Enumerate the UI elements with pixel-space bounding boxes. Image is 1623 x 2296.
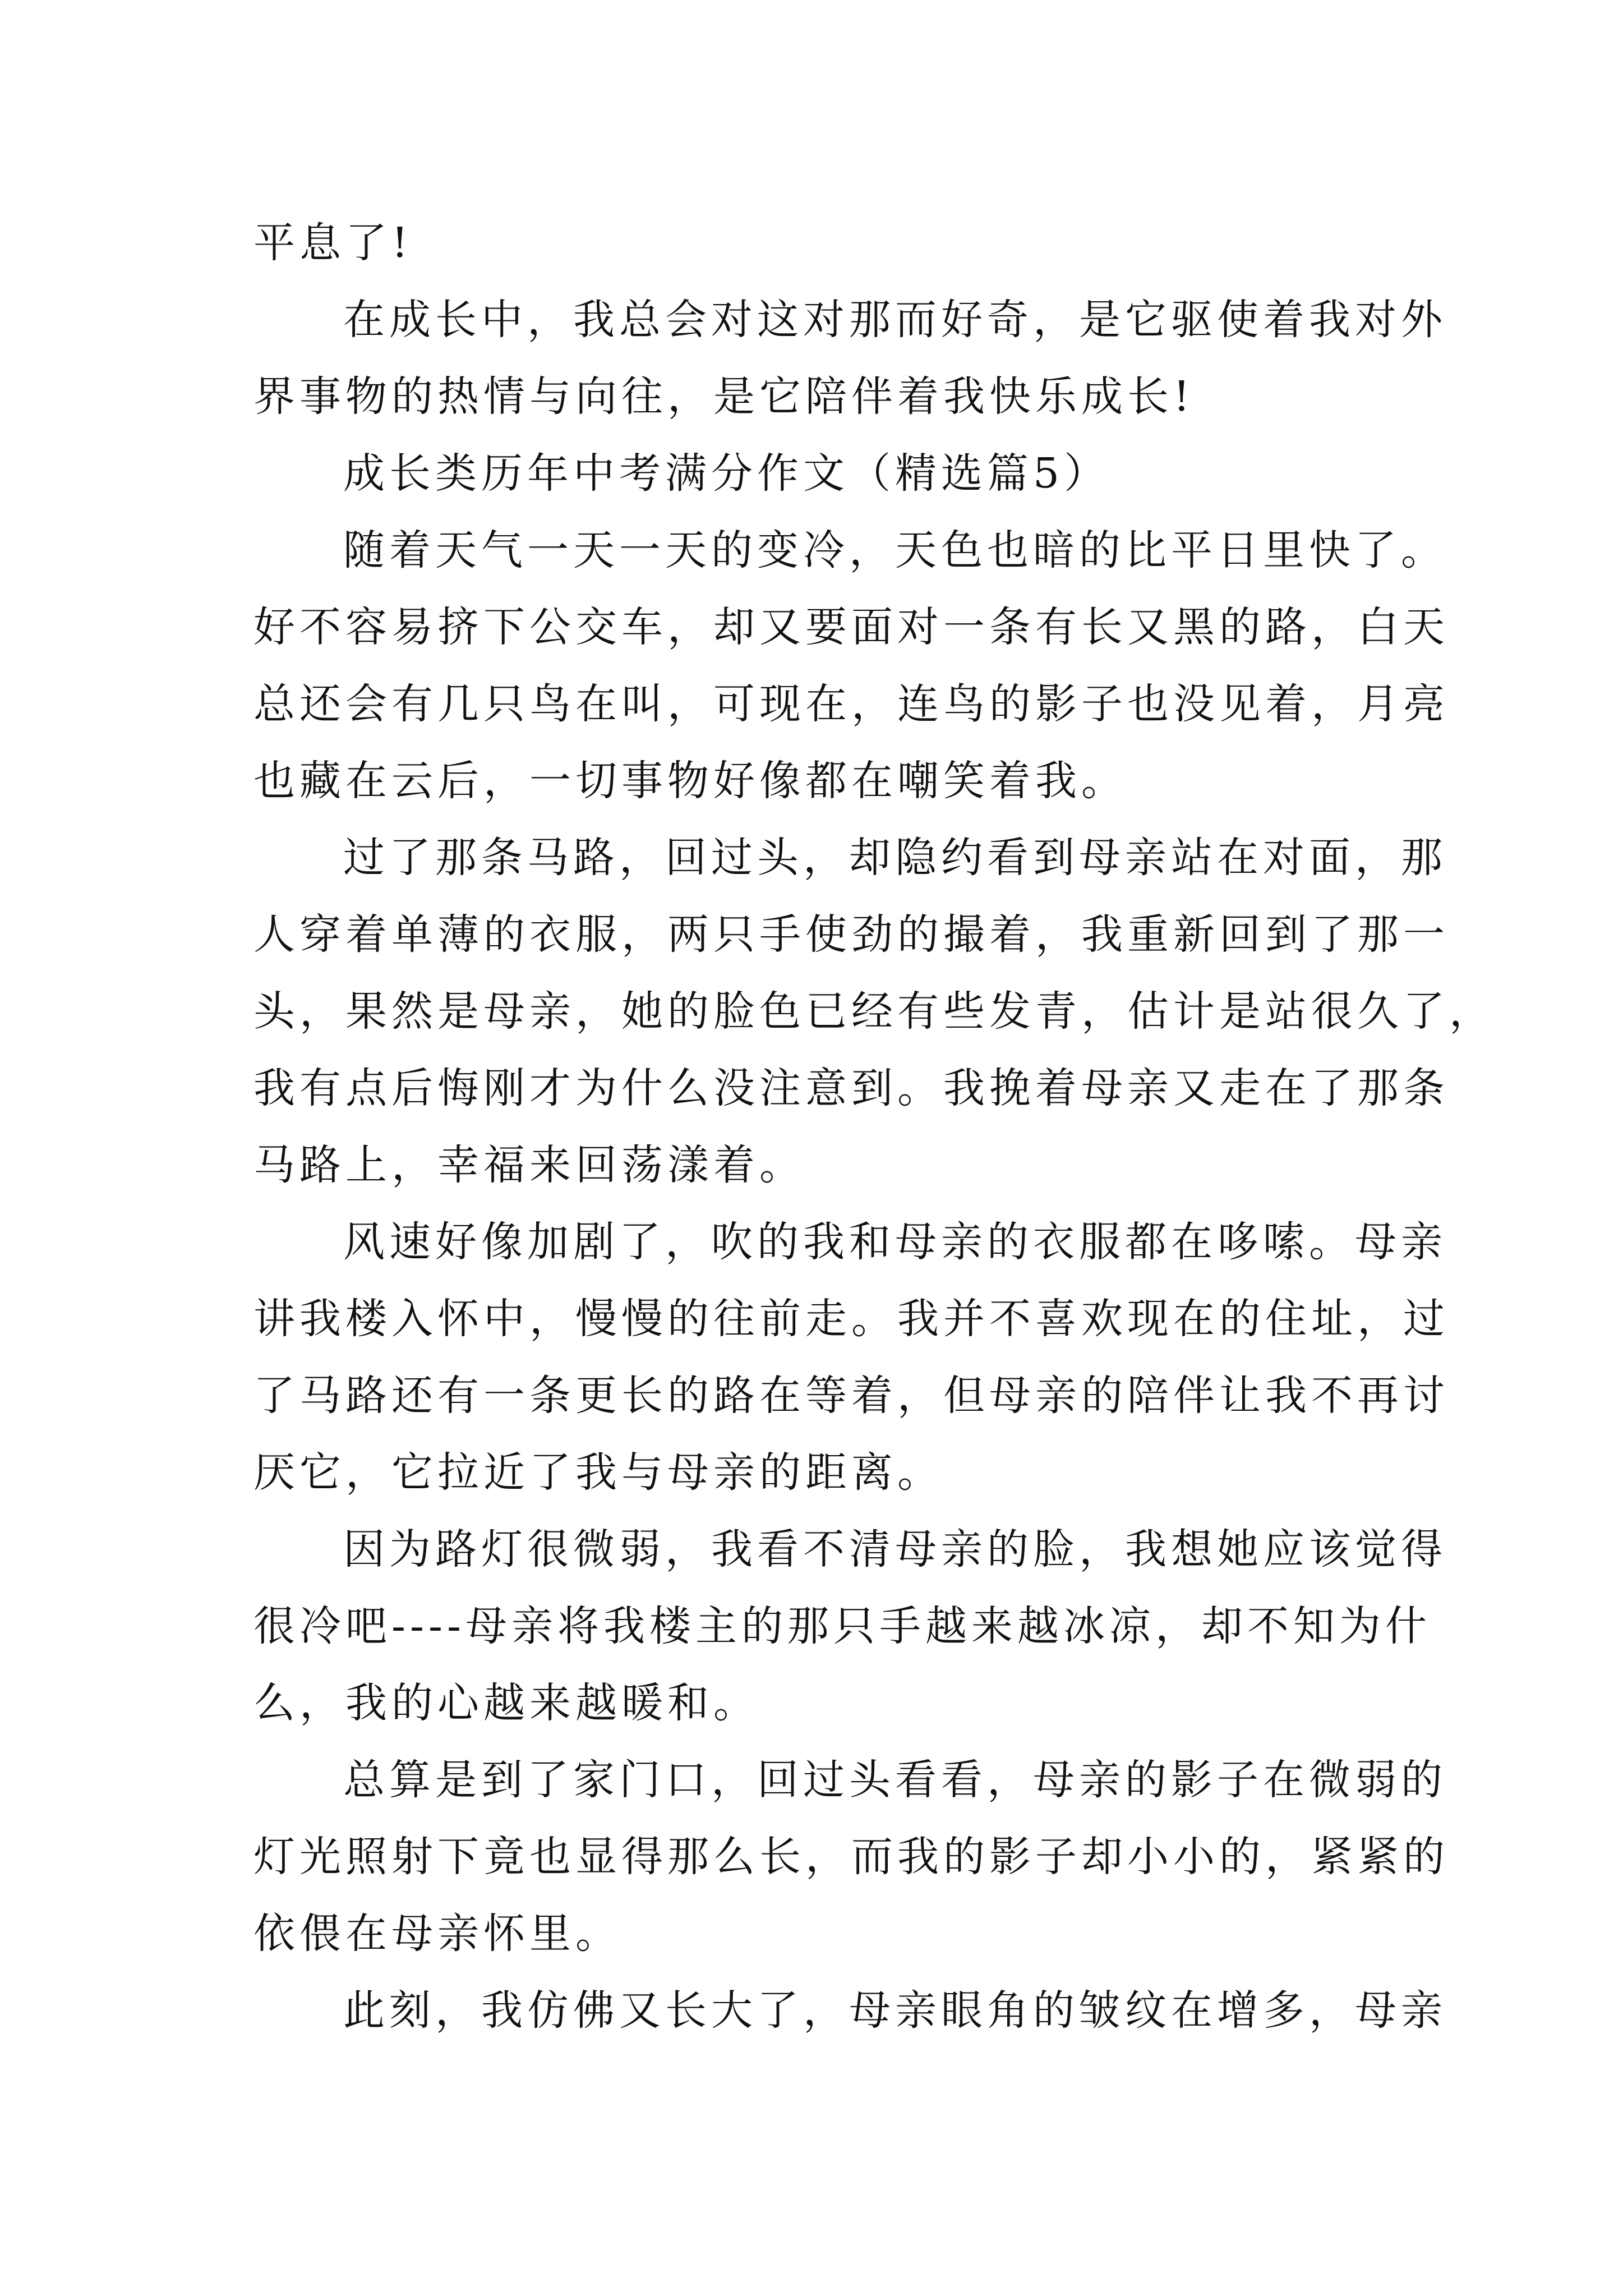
section-title: 成长类历年中考满分作文（精选篇5） — [343, 449, 1110, 498]
essay-text — [253, 205, 1495, 2049]
text-line: 了马路还有一条更长的路在等着，但母亲的陪伴让我不再讨 — [253, 1372, 1449, 1420]
paragraph-start-line: 在成长中，我总会对这对那而好奇，是它驱使着我对外 — [343, 296, 1447, 344]
paragraph-start-line: 因为路灯很微弱，我看不清母亲的脸，我想她应该觉得 — [343, 1525, 1447, 1573]
text-line: 总还会有几只鸟在叫，可现在，连鸟的影子也没见着，月亮 — [253, 680, 1449, 728]
text-line: 好不容易挤下公交车，却又要面对一条有长又黑的路，白天 — [253, 603, 1449, 651]
text-line: 灯光照射下竟也显得那么长，而我的影子却小小的，紧紧的 — [253, 1833, 1449, 1881]
paragraph-start-line: 总算是到了家门口，回过头看看，母亲的影子在微弱的 — [343, 1756, 1447, 1804]
text-line: 头，果然是母亲，她的脸色已经有些发青，估计是站很久了， — [253, 987, 1495, 1036]
paragraph-start-line: 风速好像加剧了，吹的我和母亲的衣服都在哆嗦。母亲 — [343, 1218, 1447, 1266]
paragraph-start-line: 随着天气一天一天的变冷，天色也暗的比平日里快了。 — [343, 526, 1447, 574]
text-line: 很冷吧----母亲将我楼主的那只手越来越冰凉，却不知为什 — [253, 1602, 1432, 1650]
paragraph-start-line: 过了那条马路，回过头，却隐约看到母亲站在对面，那 — [343, 834, 1447, 882]
text-line: 依偎在母亲怀里。 — [253, 1910, 621, 1958]
text-line: 人穿着单薄的衣服，两只手使劲的撮着，我重新回到了那一 — [253, 910, 1449, 959]
text-line: 马路上，幸福来回荡漾着。 — [253, 1141, 805, 1189]
text-line: 平息了! — [253, 219, 413, 267]
text-line: 讲我楼入怀中，慢慢的往前走。我并不喜欢现在的住址，过 — [253, 1295, 1449, 1343]
text-line: 厌它，它拉近了我与母亲的距离。 — [253, 1448, 943, 1497]
text-line: 么，我的心越来越暖和。 — [253, 1679, 759, 1727]
text-line: 我有点后悔刚才为什么没注意到。我挽着母亲又走在了那条 — [253, 1064, 1449, 1112]
text-line: 也藏在云后，一切事物好像都在嘲笑着我。 — [253, 757, 1127, 805]
paragraph-start-line: 此刻，我仿佛又长大了，母亲眼角的皱纹在增多，母亲 — [343, 1986, 1447, 2035]
text-line: 界事物的热情与向往，是它陪伴着我快乐成长! — [253, 372, 1195, 421]
